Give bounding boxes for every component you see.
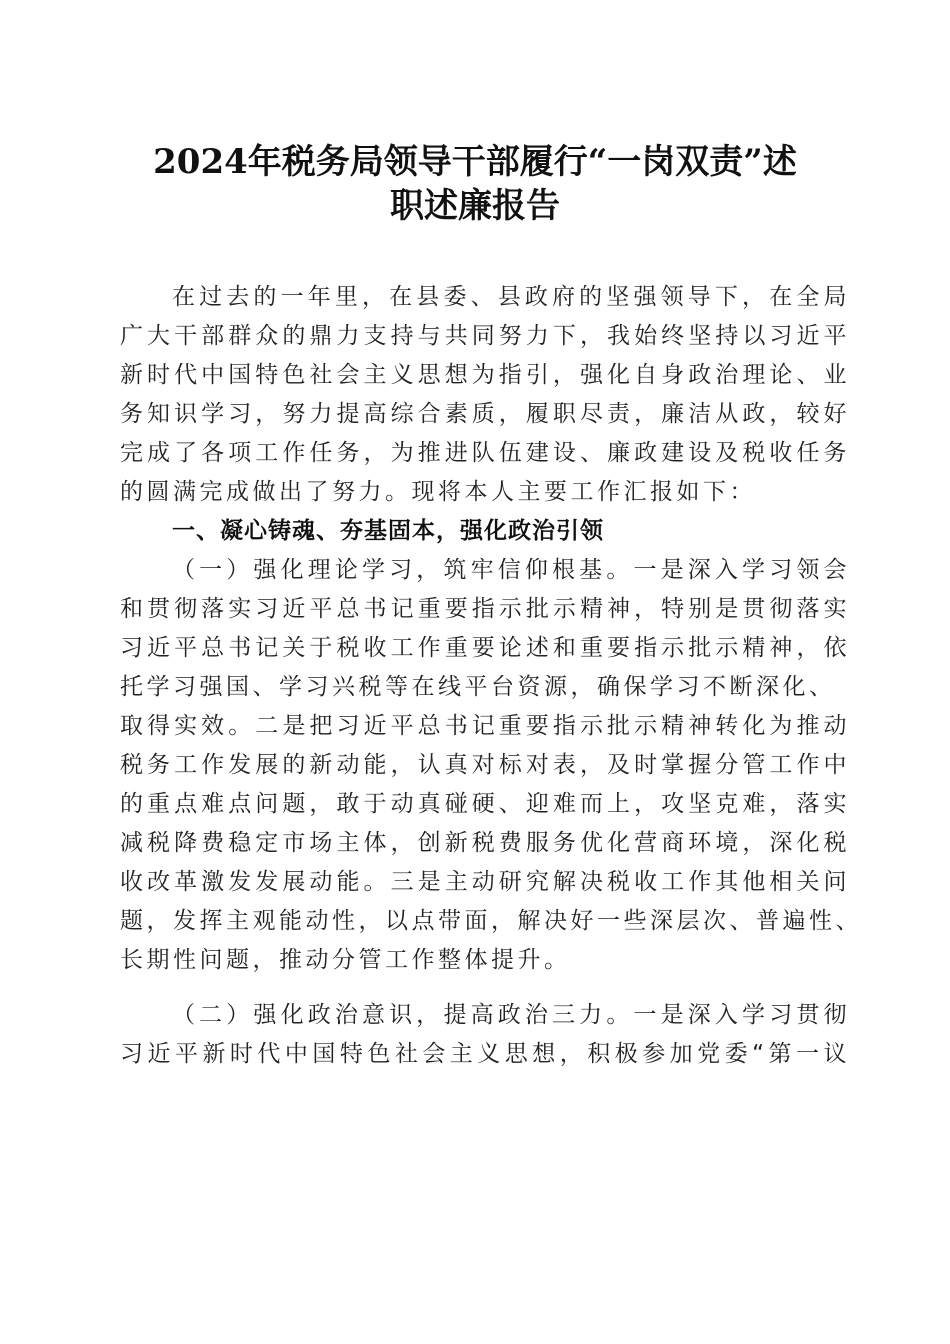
intro-paragraph: [120, 278, 850, 512]
text-line: 减税降费稳定市场主体，创新税费服务优化营商环境，深化税: [120, 830, 850, 856]
text-line: 的圆满完成做出了努力。现将本人主要工作汇报如下：: [120, 479, 756, 505]
text-line: 务知识学习，努力提高综合素质，履职尽责，廉洁从政，较好: [120, 401, 850, 427]
text-line: 新时代中国特色社会主义思想为指引，强化自身政治理论、业: [120, 362, 850, 388]
text-line: 的重点难点问题，敢于动真碰硬、迎难而上，攻坚克难，落实: [120, 791, 850, 817]
text-line: 取得实效。二是把习近平总书记重要指示批示精神转化为推动: [120, 713, 850, 739]
section-heading-1: 一、凝心铸魂、夯基固本，强化政治引领: [172, 518, 604, 544]
text-line: 在过去的一年里，在县委、县政府的坚强领导下，在全局: [172, 284, 850, 310]
paragraph-political-awareness: [120, 996, 850, 1074]
paragraph-theory-study: [120, 551, 862, 980]
text-line: （二）强化政治意识，提高政治三力。一是深入学习贯彻: [172, 1002, 850, 1028]
text-line: 习近平新时代中国特色社会主义思想，积极参加党委“第一议: [120, 1041, 850, 1067]
text-line: 收改革激发发展动能。三是主动研究解决税收工作其他相关问: [120, 869, 850, 895]
text-line: 托学习强国、学习兴税等在线平台资源，确保学习不断深化、: [120, 674, 836, 700]
text-line: （一）强化理论学习，筑牢信仰根基。一是深入学习领会: [172, 557, 850, 583]
text-line: 和贯彻落实习近平总书记重要指示批示精神，特别是贯彻落实: [120, 596, 850, 622]
text-line: 广大干部群众的鼎力支持与共同努力下，我始终坚持以习近平: [120, 323, 850, 349]
document-body: [120, 278, 862, 1074]
document-title: [100, 140, 850, 228]
text-line: 税务工作发展的新动能，认真对标对表，及时掌握分管工作中: [120, 752, 850, 778]
text-line: 习近平总书记关于税收工作重要论述和重要指示批示精神，依: [120, 635, 850, 661]
text-line: 题，发挥主观能动性，以点带面，解决好一些深层次、普遍性、: [120, 908, 862, 934]
title-line-1: 2024年税务局领导干部履行“一岗双责”述: [153, 142, 797, 182]
text-line: 完成了各项工作任务，为推进队伍建设、廉政建设及税收任务: [120, 440, 850, 466]
title-line-2: 职述廉报告: [390, 186, 560, 226]
text-line: 长期性问题，推动分管工作整体提升。: [120, 947, 571, 973]
